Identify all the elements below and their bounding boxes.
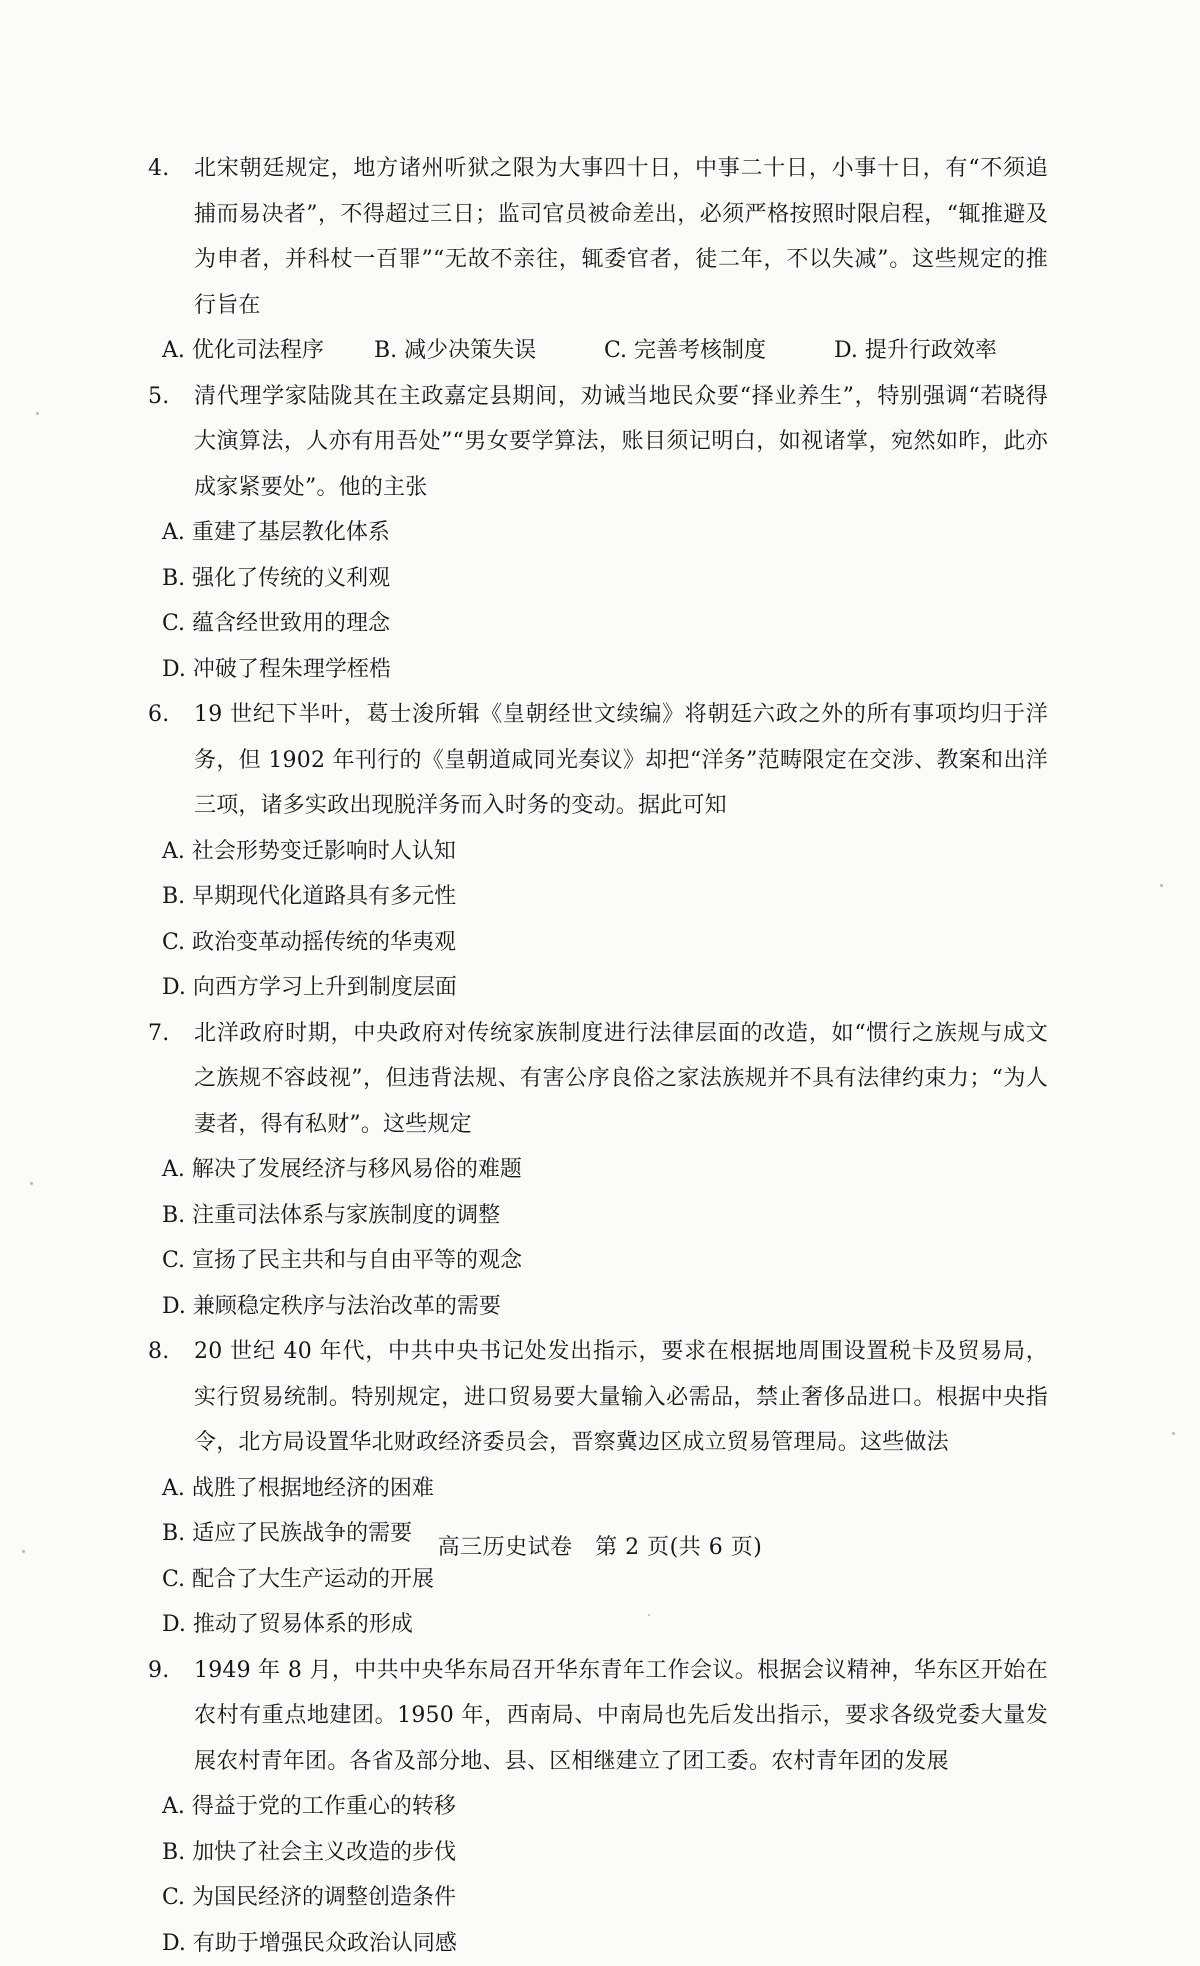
scan-speck [22, 1550, 25, 1553]
option-c: C. 蕴含经世致用的理念 [162, 601, 608, 647]
question-4 [148, 146, 1048, 374]
option-c: C. 政治变革动摇传统的华夷观 [162, 920, 608, 966]
question-text: 19 世纪下半叶，葛士浚所辑《皇朝经世文续编》将朝廷六政之外的所有事项均归于洋务，但 1902 年刊行的《皇朝道咸同光奏议》却把“洋务”范畴限定在交涉、教案和出洋三项，诸多实政出现脱洋务而入时务的变动。据此可知 [194, 702, 1048, 818]
options-row [148, 328, 1048, 374]
scan-speck [648, 1614, 650, 1616]
question-stem [148, 692, 1048, 829]
question-stem [148, 1329, 1048, 1466]
page-footer: 高三历史试卷 第 2 页(共 6 页) [0, 1530, 1200, 1561]
scan-speck [1160, 884, 1163, 887]
option-b: B. 加快了社会主义改造的步伐 [162, 1830, 608, 1876]
option-c: C. 完善考核制度 [604, 328, 834, 374]
question-7 [148, 1011, 1048, 1330]
question-number: 4. [148, 146, 169, 192]
question-8 [148, 1329, 1048, 1648]
question-6 [148, 692, 1048, 1011]
scan-speck [36, 412, 39, 415]
question-stem [148, 374, 1048, 511]
option-b: B. 适应了民族战争的需要 [162, 1511, 608, 1557]
option-b: B. 减少决策失误 [374, 328, 604, 374]
option-a: A. 优化司法程序 [162, 328, 374, 374]
option-a: A. 解决了发展经济与移风易俗的难题 [162, 1147, 608, 1193]
question-number: 9. [148, 1648, 169, 1694]
question-number: 6. [148, 692, 169, 738]
option-b: B. 强化了传统的义利观 [162, 556, 608, 602]
question-text: 清代理学家陆陇其在主政嘉定县期间，劝诫当地民众要“择业养生”，特别强调“若晓得大演算法，人亦有用吾处”“男女要学算法，账目须记明白，如视诸掌，宛然如昨，此亦成家紧要处”。他的主张 [194, 384, 1048, 500]
option-a: A. 社会形势变迁影响时人认知 [162, 829, 608, 875]
option-b: B. 注重司法体系与家族制度的调整 [162, 1193, 608, 1239]
question-5 [148, 374, 1048, 693]
question-9 [148, 1648, 1048, 1966]
scan-speck [1172, 1432, 1175, 1435]
option-a: A. 重建了基层教化体系 [162, 510, 608, 556]
question-stem [148, 146, 1048, 328]
option-c: C. 宣扬了民主共和与自由平等的观念 [162, 1238, 608, 1284]
option-d: D. 冲破了程朱理学桎梏 [162, 647, 608, 693]
option-c: C. 配合了大生产运动的开展 [162, 1557, 608, 1603]
option-a: A. 战胜了根据地经济的困难 [162, 1466, 608, 1512]
option-b: B. 早期现代化道路具有多元性 [162, 874, 608, 920]
question-text: 北宋朝廷规定，地方诸州听狱之限为大事四十日，中事二十日，小事十日，有“不须追捕而易决者”，不得超过三日；监司官员被命差出，必须严格按照时限启程，“辄推避及为申者，并科杖一百罪”“无故不亲往，辄委官者，徒二年，不以失减”。这些规定的推行旨在 [194, 156, 1048, 318]
option-a: A. 得益于党的工作重心的转移 [162, 1784, 608, 1830]
question-number: 7. [148, 1011, 169, 1057]
option-c: C. 为国民经济的调整创造条件 [162, 1875, 608, 1921]
option-d: D. 提升行政效率 [834, 328, 1039, 374]
question-text: 北洋政府时期，中央政府对传统家族制度进行法律层面的改造，如“惯行之族规与成文之族规不容歧视”，但违背法规、有害公序良俗之家法族规并不具有法律约束力；“为人妻者，得有私财”。这些规定 [194, 1021, 1048, 1137]
option-d: D. 向西方学习上升到制度层面 [162, 965, 608, 1011]
option-d: D. 有助于增强民众政治认同感 [162, 1921, 608, 1966]
question-number: 5. [148, 374, 169, 420]
scan-speck [30, 1182, 33, 1185]
options-grid [148, 1784, 1048, 1966]
options-grid [148, 1147, 1048, 1329]
questions-area [148, 146, 1048, 1966]
question-text: 20 世纪 40 年代，中共中央书记处发出指示，要求在根据地周围设置税卡及贸易局，实行贸易统制。特别规定，进口贸易要大量输入必需品，禁止奢侈品进口。根据中央指令，北方局设置华北财政经济委员会，晋察冀边区成立贸易管理局。这些做法 [194, 1339, 1048, 1455]
question-stem [148, 1011, 1048, 1148]
options-grid [148, 829, 1048, 1011]
option-d: D. 推动了贸易体系的形成 [162, 1602, 608, 1648]
option-d: D. 兼顾稳定秩序与法治改革的需要 [162, 1284, 608, 1330]
question-stem [148, 1648, 1048, 1785]
question-text: 1949 年 8 月，中共中央华东局召开华东青年工作会议。根据会议精神，华东区开始在农村有重点地建团。1950 年，西南局、中南局也先后发出指示，要求各级党委大量发展农村青年团。各省及部分地、县、区相继建立了团工委。农村青年团的发展 [194, 1658, 1048, 1774]
question-number: 8. [148, 1329, 169, 1375]
options-grid [148, 510, 1048, 692]
